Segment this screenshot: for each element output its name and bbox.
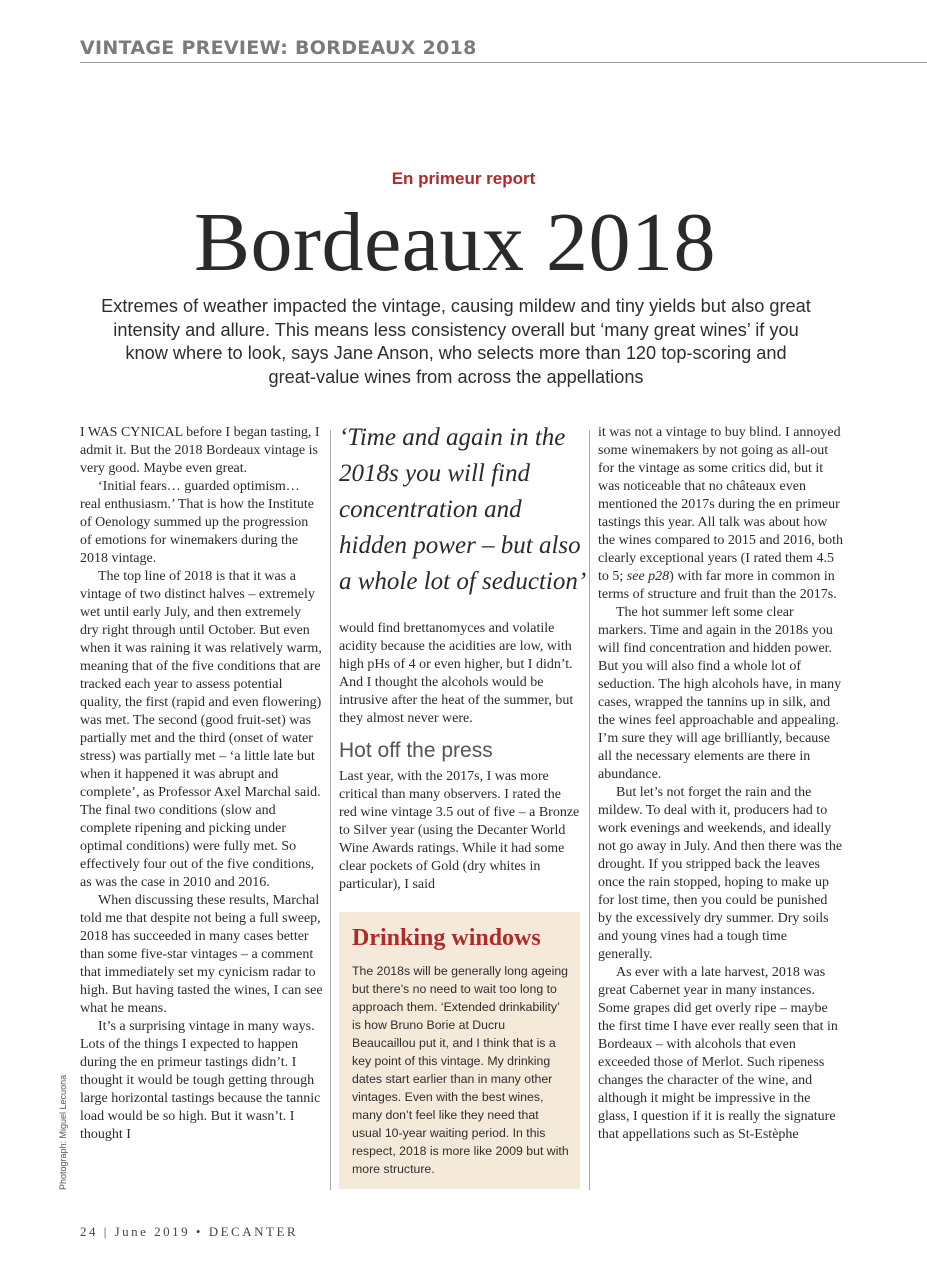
column-divider <box>330 430 331 1190</box>
page-footer: 24 | June 2019 • DECANTER <box>80 1224 299 1239</box>
body-paragraph: As ever with a late harvest, 2018 was great Cabernet year in many instances. Some grapes did get overly ripe – maybe the first time I have ever really seen that in Bordeaux – with alcohols that even exceeded those of Merlot. Such ripeness changes the character of the wine, and although it might be impressive in the glass, I question if it is really the signature that appellations such as St-Estèphe <box>598 965 838 1142</box>
drinking-windows-box <box>339 912 580 1189</box>
page-header <box>80 36 927 63</box>
body-paragraph: But let’s not forget the rain and the mildew. To deal with it, producers had to work evenings and weekends, and ideally not go away in July. And then there was the drought. If you stripped back the leaves once the rain stopped, hoping to make up for lost time, then you could be punished by the excessively dry summer. Dry soils and young vines had a tough time generally. <box>598 785 843 962</box>
column-divider <box>589 430 590 1190</box>
body-paragraph: When discussing these results, Marchal told me that despite not being a full sweep, 2018 has succeeded in many cases better than some five-star vintages – a comment that immediately set my cynicism radar to high. But having tasted the wines, I can see what he means. <box>80 893 323 1016</box>
column-1 <box>80 424 323 1144</box>
standfirst: Extremes of weather impacted the vintage, causing mildew and tiny yields but also great intensity and allure. This means less consistency overall but ‘many great wines’ if you know where to look, says Jane Anson, who selects more than 120 top-scoring and great-value wines from across the appellations <box>101 296 811 387</box>
kicker: En primeur report <box>391 169 536 188</box>
photo-credit: Photograph: Miguel Lecuona <box>58 1074 68 1190</box>
box-title: Drinking windows <box>352 925 541 951</box>
text-run: ) with far more in common in terms of structure and fruit than the 2017s. <box>598 569 837 602</box>
body-paragraph: I WAS CYNICAL before I began tasting, I admit it. But the 2018 Bordeaux vintage is very good. Maybe even great. <box>80 425 320 476</box>
body-paragraph: The hot summer left some clear markers. Time and again in the 2018s you will find concentration and hidden power. But you will also find a whole lot of seduction. The high alcohols have, in many cases, wrapped the tannins up in silk, and the wines feel approachable and appealing. I’m sure they will age brilliantly, because all the necessary elements are there in abundance. <box>598 605 842 782</box>
column-3 <box>598 424 843 1144</box>
section-title: VINTAGE PREVIEW: BORDEAUX 2018 <box>80 37 477 59</box>
body-paragraph: Last year, with the 2017s, I was more critical than many observers. I rated the red wine vintage 3.5 out of five – a Bronze to Silver year (using the Decanter World Wine Awards ratings. While it had some clear pockets of Gold (dry whites in particular), I said <box>339 769 580 892</box>
box-body: The 2018s will be generally long ageing but there’s no need to wait too long to approach them. ‘Extended drinkability’ is how Bruno Borie at Ducru Beaucaillou put it, and I think that is a key point of this vintage. My drinking dates start earlier than in many other vintages. Even with the best wines, many don’t feel like they need that usual 10-year waiting period. In this respect, 2018 is more like 2009 but with more structure. <box>352 964 569 1176</box>
subheading: Hot off the press <box>339 739 493 762</box>
text-run: it was not a vintage to buy blind. I annoyed some winemakers by not going as all-out for the vintage as some critics did, but it was noticeable that no châteaux even mentioned the 2017s during the en primeur tastings this year. All talk was about how the wines compared to 2015 and 2016, both clearly exceptional years (I rated them 4.5 to 5; <box>598 425 843 584</box>
column-2 <box>339 620 582 894</box>
article-title: Bordeaux 2018 <box>193 196 717 289</box>
body-paragraph: would find brettanomyces and volatile acidity because the acidities are low, with high pHs of 4 or even higher, but I didn’t. And I thought the alcohols would be intrusive after the heat of the summer, but they almost never were. <box>339 621 574 726</box>
body-paragraph <box>598 424 843 604</box>
pull-quote: ‘Time and again in the 2018s you will find concentration and hidden power – but also a whole lot of seduction’ <box>339 424 587 595</box>
body-paragraph: It’s a surprising vintage in many ways. Lots of the things I expected to happen during the en primeur tastings didn’t. I thought it would be tough getting through large horizontal tastings because the tannic load would be so high. But it wasn’t. I thought I <box>80 1019 321 1142</box>
page-reference: see p28 <box>626 569 670 584</box>
body-paragraph: ‘Initial fears… guarded optimism… real enthusiasm.’ That is how the Institute of Oenology summed up the progression of emotions for winemakers during the 2018 vintage. <box>80 479 314 566</box>
body-paragraph: The top line of 2018 is that it was a vintage of two distinct halves – extremely wet until early July, and then extremely dry right through until October. But even when it was raining it was relatively warm, meaning that of the five conditions that are tracked each year to assess potential quality, the first (rapid and even flowering) was met. The second (good fruit-set) was partially met and the third (onset of water stress) was partially met – ‘a little late but when it happened it was abrupt and complete’, as Professor Axel Marchal said. The final two conditions (slow and complete ripening and picking under optimal conditions) were fully met. So effectively four out of the five conditions, as was the case in 2010 and 2016. <box>80 569 322 890</box>
